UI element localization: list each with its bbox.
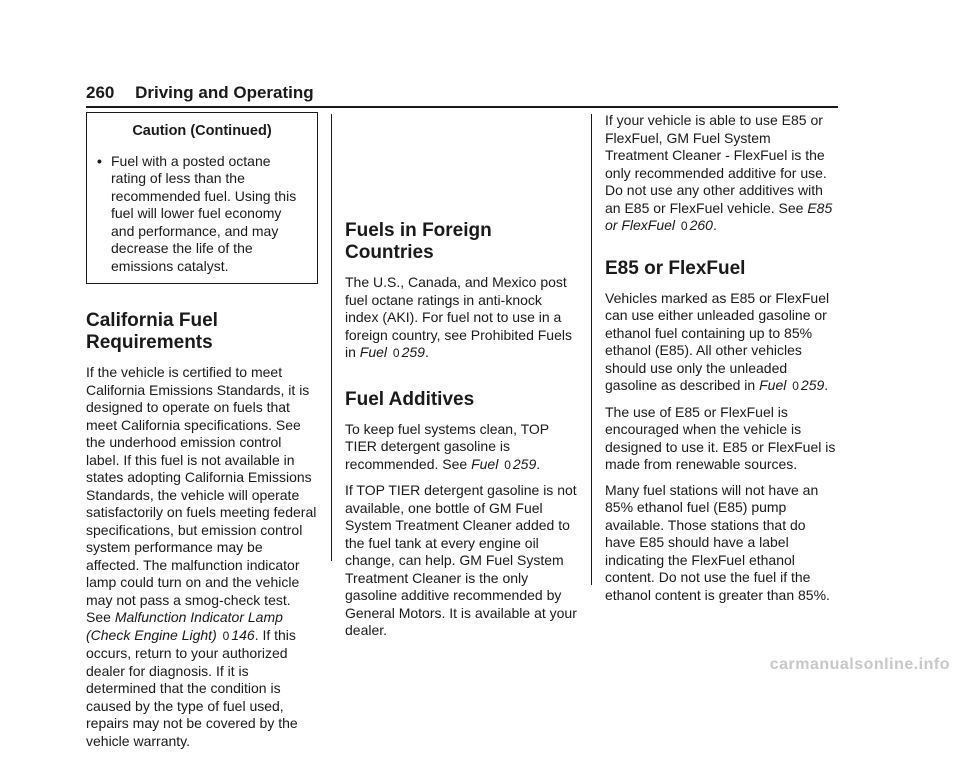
additives-paragraph-2: If TOP TIER detergent gasoline is not available, one bottle of GM Fuel System Treatment Cleaner added to the fuel tank at every engine oil change, can help. GM Fuel System Treatment Cleaner is the only gasoline additive recommended by General Motors. It is available at your dealer. (345, 482, 577, 638)
link-malfunction-indicator-lamp[interactable]: Malfunction Indicator Lamp (Check Engine Light) (86, 609, 283, 643)
e85-paragraph-2: The use of E85 or FlexFuel is encouraged when the vehicle is designed to use it. E85 or FlexFuel is made from renewable sources. (605, 403, 836, 472)
page-ref-icon: 0 (792, 379, 799, 393)
e85-paragraph-3: Many fuel stations will not have an 85% ethanol fuel (E85) pump available. Those stations that do have E85 should have a label indicating the FlexFuel ethanol content. Do not use the fuel if the ethanol content is greater than 85%. (605, 481, 830, 603)
additives-paragraph-1: To keep fuel systems clean, TOP TIER detergent gasoline is recommended. See Fuel 0 259. (345, 420, 549, 472)
foreign-paragraph: The U.S., Canada, and Mexico post fuel octane ratings in anti-knock index (AKI). For fuel not to use in a foreign country, see Prohibited Fuels in Fuel 0 259. (345, 274, 572, 360)
page-number: 260 (86, 83, 115, 102)
caution-title: Caution (Continued) (132, 123, 272, 139)
watermark: carmanualsonline.info (769, 656, 950, 673)
link-fuel[interactable]: Fuel (759, 377, 787, 393)
section-title: Driving and Operating (135, 83, 314, 102)
column-divider (591, 114, 592, 585)
link-e85-flexfuel[interactable]: E85 or FlexFuel (605, 199, 833, 233)
page-ref-146[interactable]: 146 (231, 626, 255, 643)
additives-paragraph-3: If your vehicle is able to use E85 or FlexFuel, GM Fuel System Treatment Cleaner - FlexFuel is the only recommended additive for use. Do not use any other additives with an E85 or FlexFuel vehicle. See E85 or FlexFuel 0 260. (605, 112, 833, 233)
heading-foreign-fuels: Fuels in Foreign Countries (345, 220, 492, 263)
caution-bullet-item (97, 153, 307, 276)
page-ref-259[interactable]: 259 (512, 455, 537, 472)
column-3 (605, 112, 837, 612)
caution-text: Fuel with a posted octane rating of less than the recommended fuel. Using this fuel will lower fuel economy and performance, and may decrease the life of the emissions catalyst. (111, 152, 297, 274)
column-divider (331, 114, 332, 561)
caution-box (86, 112, 318, 284)
heading-california-fuel: California Fuel Requirements (86, 310, 218, 353)
heading-e85-flexfuel: E85 or FlexFuel (605, 257, 746, 279)
page-ref-icon: 0 (504, 457, 511, 472)
e85-paragraph-1: Vehicles marked as E85 or FlexFuel can use either unleaded gasoline or ethanol fuel containing up to 85% ethanol (E85). All other vehicles should use only the unleaded gasoline as described in Fuel 0 259. (605, 289, 830, 393)
page-ref-259[interactable]: 259 (401, 344, 425, 360)
page-ref-icon: 0 (680, 219, 688, 233)
heading-fuel-additives: Fuel Additives (345, 388, 475, 410)
column-2 (345, 112, 577, 648)
link-fuel[interactable]: Fuel (359, 344, 388, 360)
page-ref-icon: 0 (392, 346, 400, 360)
bullet-icon: • (97, 152, 102, 169)
page-ref-260[interactable]: 260 (689, 217, 713, 233)
california-paragraph: If the vehicle is certified to meet California Emissions Standards, it is designed to operate on fuels that meet California specifications. See the underhood emission control label. If this fuel is not available in states adopting California Emissions Standards, the vehicle will operate satisfactorily on fuels meeting federal specifications, but emission control system performance may be affected. The malfunction indicator lamp could turn on and the vehicle may not pass a smog-check test. See Malfunction Indicator Lamp (Check Engine Light) 0 146. If this occurs, return to your authorized dealer for diagnosis. If it is determined that the condition is caused by the type of fuel used, repairs may not be covered by the vehicle warranty. (86, 364, 317, 749)
page-ref-259[interactable]: 259 (800, 377, 825, 393)
page-ref-icon: 0 (222, 628, 230, 643)
page-header (86, 82, 838, 108)
link-fuel[interactable]: Fuel (471, 455, 499, 472)
column-1 (86, 112, 318, 758)
